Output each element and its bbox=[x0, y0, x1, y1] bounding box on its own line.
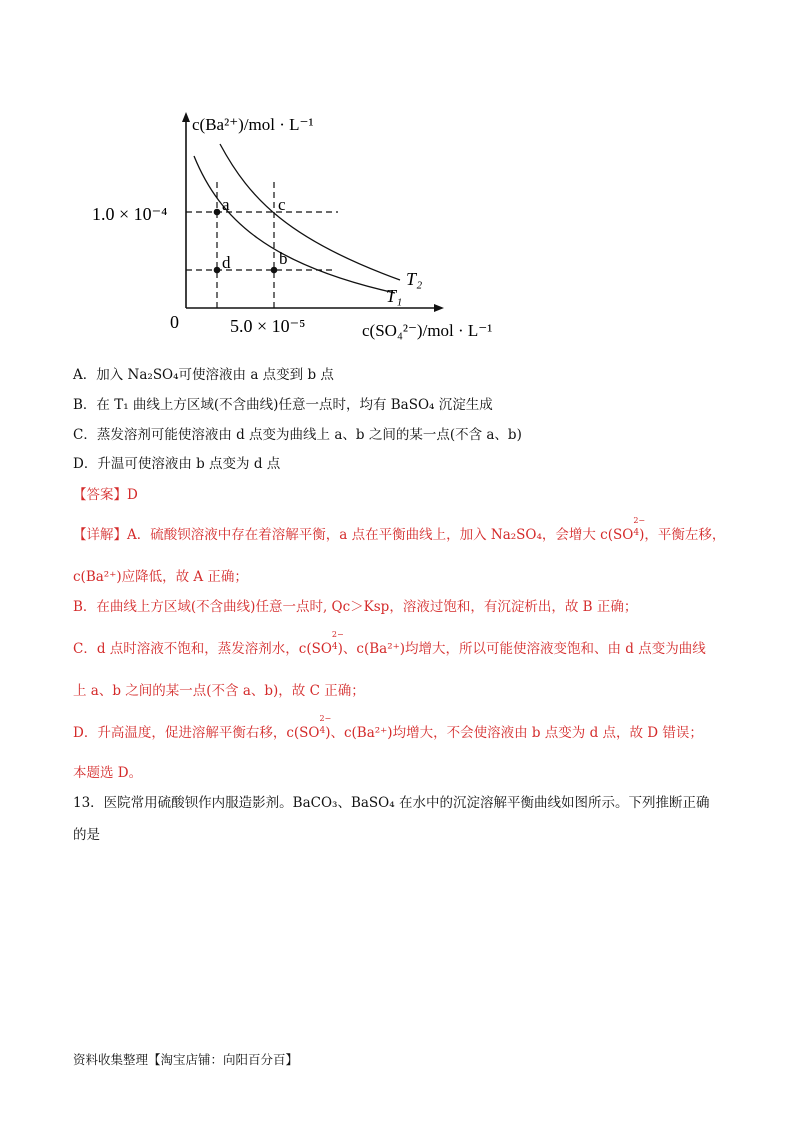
solubility-equilibrium-figure bbox=[80, 100, 550, 350]
option-d: D．升温可使溶液由 b 点变为 d 点 bbox=[73, 456, 281, 472]
option-a: A．加入 Na₂SO₄可使溶液由 a 点变到 b 点 bbox=[73, 367, 334, 383]
detail-line-4-c: )、c(Ba²⁺)均增大，所以可能使溶液变饱和、由 d 点变为曲线 bbox=[337, 641, 706, 657]
question-13-line-1: 13．医院常用硫酸钡作内服造影剂。BaCO₃、BaSO₄ 在水中的沉淀溶解平衡曲线如图所示。下列推断正确 bbox=[73, 795, 710, 811]
detail-line-7: 本题选 D。 bbox=[73, 765, 143, 781]
y-axis-label: c(Ba²⁺)/mol · L⁻¹ bbox=[192, 115, 314, 134]
detail-line-6-a: D．升高温度，促进溶解平衡右移，c(SO bbox=[73, 725, 320, 741]
x-axis-label: c(SO₄²⁻)/mol · L⁻¹ bbox=[362, 321, 493, 340]
point-c-label: c bbox=[278, 195, 286, 214]
curve-t1 bbox=[194, 156, 395, 293]
option-b: B．在 T₁ 曲线上方区域(不含曲线)任意一点时，均有 BaSO₄ 沉淀生成 bbox=[73, 397, 493, 413]
detail-line-4-a: C．d 点时溶液不饱和，蒸发溶剂水，c(SO bbox=[73, 641, 332, 657]
curve-t2-label: T₂ bbox=[406, 269, 423, 289]
detail-line-6 bbox=[73, 714, 703, 744]
y-axis-arrow bbox=[182, 112, 190, 122]
point-b-label: b bbox=[279, 249, 288, 268]
option-c: C．蒸发溶剂可能使溶液由 d 点变为曲线上 a、b 之间的某一点(不含 a、b) bbox=[73, 427, 522, 443]
detail-line-6-c: )、c(Ba²⁺)均增大，不会使溶液由 b 点变为 d 点，故 D 错误； bbox=[325, 725, 703, 741]
detail-line-6-sup: 2− bbox=[319, 714, 332, 723]
point-d-marker bbox=[214, 267, 221, 274]
detail-line-3: B．在曲线上方区域(不含曲线)任意一点时, Qc＞Ksp，溶液过饱和，有沉淀析出，故 B 正确； bbox=[73, 599, 638, 615]
detail-line-4-sup: 2− bbox=[331, 630, 344, 639]
detail-line-6-b: 4 bbox=[319, 726, 326, 736]
detail-line-1 bbox=[73, 516, 726, 546]
curve-t1-label: T₁ bbox=[386, 286, 403, 306]
detail-line-1-a: 【详解】A．硫酸钡溶液中存在着溶解平衡，a 点在平衡曲线上，加入 Na₂SO₄，会增大 c(SO bbox=[73, 527, 634, 543]
footer-note: 资料收集整理【淘宝店铺：向阳百分百】 bbox=[73, 1052, 299, 1067]
question-13-line-2: 的是 bbox=[73, 827, 100, 843]
x-tick-label: 5.0 × 10⁻⁵ bbox=[230, 316, 306, 336]
detail-line-4-b: 4 bbox=[331, 642, 338, 652]
detail-line-4 bbox=[73, 630, 706, 660]
origin-label: 0 bbox=[170, 312, 179, 332]
point-b-marker bbox=[271, 267, 278, 274]
point-a-label: a bbox=[222, 195, 230, 214]
y-tick-label: 1.0 × 10⁻⁴ bbox=[92, 204, 168, 224]
detail-line-1-c: )，平衡左移， bbox=[639, 527, 726, 543]
detail-line-5: 上 a、b 之间的某一点(不含 a、b)，故 C 正确； bbox=[73, 683, 365, 699]
x-axis-arrow bbox=[434, 304, 444, 312]
point-a-marker bbox=[214, 209, 221, 216]
detail-line-2: c(Ba²⁺)应降低，故 A 正确； bbox=[73, 569, 248, 585]
detail-line-1-b: 4 bbox=[633, 528, 640, 538]
detail-line-1-sup: 2− bbox=[633, 516, 646, 525]
answer-label: 【答案】D bbox=[73, 487, 138, 503]
point-d-label: d bbox=[222, 253, 231, 272]
